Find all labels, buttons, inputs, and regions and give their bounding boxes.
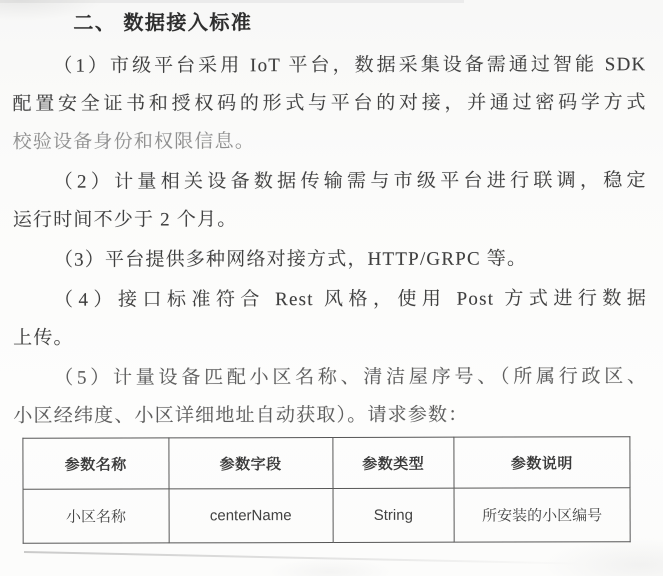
paragraph-5 <box>13 358 647 436</box>
paragraph-1-line-3: 校验设备身份和权限信息。 <box>12 131 256 153</box>
table-header-param-type: 参数类型 <box>332 437 454 488</box>
table-row <box>23 488 630 544</box>
paragraph-5-line-2: 小区经纬度、小区详细地址自动获取）。请求参数： <box>13 404 469 427</box>
table-header-param-name: 参数名称 <box>23 438 169 489</box>
paragraph-5-line-1: （5）计量设备匹配小区名称、清洁屋序号、（所属行政区、 <box>54 366 648 389</box>
table-cell-param-desc: 所安装的小区编号 <box>454 488 630 542</box>
paragraph-2 <box>13 162 647 240</box>
section-heading: 二、 数据接入标准 <box>73 12 253 35</box>
paragraph-4-line-1: （4）接口标准符合 Rest 风格，使用 Post 方式进行数据 <box>54 288 648 311</box>
table-cell-param-type: String <box>333 488 455 542</box>
table-header-row <box>23 437 630 490</box>
table-header-param-field: 参数字段 <box>169 437 333 488</box>
table-cell-param-name: 小区名称 <box>23 489 169 543</box>
table-cell-param-field: centerName <box>169 488 333 542</box>
paragraph-3 <box>13 240 647 280</box>
paragraph-1-line-1: （1）市级平台采用 IoT 平台，数据采集设备需通过智能 SDK <box>53 54 647 77</box>
paragraph-1-line-2: 配置安全证书和授权码的形式与平台的对接，并通过密码学方式 <box>12 92 647 115</box>
paragraph-3-line-1: （3）平台提供多种网络对接方式，HTTP/GRPC 等。 <box>53 248 528 271</box>
paragraph-2-line-2: 运行时间不少于 2 个月。 <box>12 209 238 231</box>
paragraph-1 <box>12 46 646 162</box>
paragraph-4 <box>13 280 647 358</box>
table-header-param-desc: 参数说明 <box>454 437 630 488</box>
paragraph-4-line-2: 上传。 <box>13 327 74 349</box>
paragraph-2-line-1: （2）计量相关设备数据传输需与市级平台进行联调，稳定 <box>53 170 647 193</box>
request-parameters-table <box>22 436 630 544</box>
